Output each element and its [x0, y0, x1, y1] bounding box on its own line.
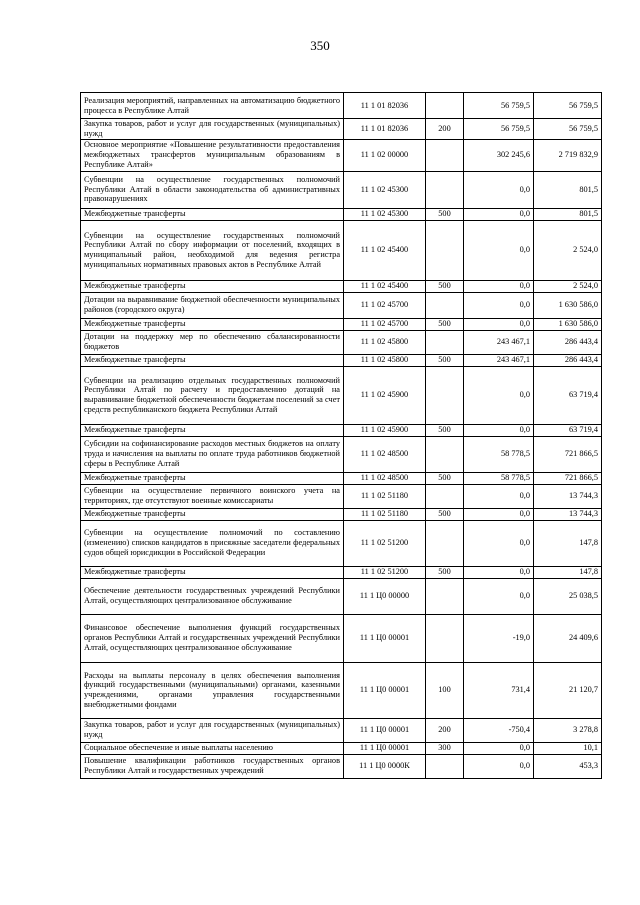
row-amount-b-cell: 1 630 586,0 — [534, 318, 602, 330]
row-amount-a-cell: 0,0 — [464, 220, 534, 280]
row-name-cell: Обеспечение деятельности государственных учреждений Республики Алтай, осуществляющих централизованное обслуживание — [81, 578, 344, 614]
row-amount-b-cell: 56 759,5 — [534, 93, 602, 119]
row-amount-b-cell: 801,5 — [534, 171, 602, 208]
row-code-cell: 11 1 Ц0 00001 — [344, 662, 426, 718]
row-amount-a-cell: 0,0 — [464, 566, 534, 578]
table-row — [81, 578, 602, 614]
row-amount-b-cell: 147,8 — [534, 520, 602, 566]
row-amount-a-cell: 0,0 — [464, 578, 534, 614]
row-amount-a-cell: 0,0 — [464, 280, 534, 292]
row-expense-type-cell — [426, 366, 464, 424]
row-expense-type-cell — [426, 292, 464, 318]
row-amount-b-cell: 3 278,8 — [534, 718, 602, 742]
row-amount-b-cell: 801,5 — [534, 208, 602, 220]
row-name-cell: Повышение квалификации работников государственных органов Республики Алтай и государственных учреждений — [81, 754, 344, 778]
row-amount-b-cell: 13 744,3 — [534, 484, 602, 508]
row-amount-b-cell: 63 719,4 — [534, 366, 602, 424]
row-amount-b-cell: 63 719,4 — [534, 424, 602, 436]
row-expense-type-cell: 500 — [426, 280, 464, 292]
row-expense-type-cell: 500 — [426, 208, 464, 220]
row-amount-a-cell: 243 467,1 — [464, 354, 534, 366]
table-row — [81, 508, 602, 520]
table-row — [81, 424, 602, 436]
row-amount-a-cell: 0,0 — [464, 292, 534, 318]
row-name-cell: Субсидии на софинансирование расходов местных бюджетов на оплату труда и начисления на выплаты по оплате труда работников бюджетной сферы в Республике Алтай — [81, 436, 344, 472]
budget-table — [80, 92, 602, 779]
table-row — [81, 742, 602, 754]
row-amount-b-cell: 21 120,7 — [534, 662, 602, 718]
row-expense-type-cell — [426, 754, 464, 778]
row-expense-type-cell — [426, 520, 464, 566]
row-amount-b-cell: 2 524,0 — [534, 280, 602, 292]
row-code-cell: 11 1 02 45900 — [344, 424, 426, 436]
row-name-cell: Межбюджетные трансферты — [81, 208, 344, 220]
table-row — [81, 566, 602, 578]
row-amount-a-cell: 243 467,1 — [464, 330, 534, 354]
row-amount-b-cell: 721 866,5 — [534, 436, 602, 472]
row-code-cell: 11 1 01 82036 — [344, 93, 426, 119]
page-number: 350 — [310, 38, 330, 53]
table-row — [81, 208, 602, 220]
row-amount-b-cell: 2 719 832,9 — [534, 139, 602, 171]
table-row — [81, 318, 602, 330]
row-name-cell: Субвенции на осуществление первичного воинского учета на территориях, где отсутствуют военные комиссариаты — [81, 484, 344, 508]
row-code-cell: 11 1 Ц0 00001 — [344, 742, 426, 754]
row-code-cell: 11 1 02 51200 — [344, 566, 426, 578]
table-row — [81, 280, 602, 292]
row-expense-type-cell: 300 — [426, 742, 464, 754]
table-row — [81, 119, 602, 140]
row-code-cell: 11 1 02 48500 — [344, 472, 426, 484]
table-row — [81, 292, 602, 318]
row-expense-type-cell — [426, 436, 464, 472]
row-amount-b-cell: 13 744,3 — [534, 508, 602, 520]
row-name-cell: Закупка товаров, работ и услуг для государственных (муниципальных) нужд — [81, 119, 344, 140]
row-expense-type-cell: 500 — [426, 424, 464, 436]
row-code-cell: 11 1 02 51200 — [344, 520, 426, 566]
row-code-cell: 11 1 Ц0 00001 — [344, 718, 426, 742]
table-row — [81, 614, 602, 662]
row-amount-b-cell: 2 524,0 — [534, 220, 602, 280]
row-name-cell: Закупка товаров, работ и услуг для государственных (муниципальных) нужд — [81, 718, 344, 742]
row-code-cell: 11 1 02 45300 — [344, 208, 426, 220]
row-name-cell: Межбюджетные трансферты — [81, 354, 344, 366]
row-amount-b-cell: 56 759,5 — [534, 119, 602, 140]
row-amount-b-cell: 147,8 — [534, 566, 602, 578]
row-name-cell: Основное мероприятие «Повышение результативности предоставления межбюджетных трансфертов муниципальным образованиям в Республике Алтай» — [81, 139, 344, 171]
row-amount-a-cell: 0,0 — [464, 208, 534, 220]
table-row — [81, 718, 602, 742]
row-amount-a-cell: 56 759,5 — [464, 119, 534, 140]
row-expense-type-cell — [426, 220, 464, 280]
row-amount-a-cell: -19,0 — [464, 614, 534, 662]
row-amount-b-cell: 286 443,4 — [534, 330, 602, 354]
row-expense-type-cell — [426, 171, 464, 208]
row-expense-type-cell: 100 — [426, 662, 464, 718]
row-amount-a-cell: 0,0 — [464, 484, 534, 508]
row-code-cell: 11 1 02 48500 — [344, 436, 426, 472]
table-row — [81, 520, 602, 566]
row-name-cell: Межбюджетные трансферты — [81, 508, 344, 520]
row-expense-type-cell: 500 — [426, 508, 464, 520]
row-amount-a-cell: 0,0 — [464, 171, 534, 208]
row-name-cell: Межбюджетные трансферты — [81, 472, 344, 484]
row-amount-a-cell: 0,0 — [464, 366, 534, 424]
row-name-cell: Субвенции на осуществление государственных полномочий Республики Алтай в области законодательства об административных правонарушениях — [81, 171, 344, 208]
row-code-cell: 11 1 Ц0 00001 — [344, 614, 426, 662]
row-code-cell: 11 1 02 45800 — [344, 354, 426, 366]
row-amount-a-cell: 0,0 — [464, 520, 534, 566]
row-code-cell: 11 1 Ц0 0000К — [344, 754, 426, 778]
row-amount-a-cell: 0,0 — [464, 742, 534, 754]
row-expense-type-cell: 500 — [426, 472, 464, 484]
table-row — [81, 93, 602, 119]
table-row — [81, 171, 602, 208]
row-amount-a-cell: 56 759,5 — [464, 93, 534, 119]
row-code-cell: 11 1 02 00000 — [344, 139, 426, 171]
row-code-cell: 11 1 Ц0 00000 — [344, 578, 426, 614]
row-amount-a-cell: 0,0 — [464, 508, 534, 520]
row-code-cell: 11 1 02 45800 — [344, 330, 426, 354]
table-row — [81, 472, 602, 484]
row-code-cell: 11 1 02 45900 — [344, 366, 426, 424]
row-amount-b-cell: 721 866,5 — [534, 472, 602, 484]
row-code-cell: 11 1 02 45400 — [344, 280, 426, 292]
row-name-cell: Субвенции на осуществление государственных полномочий Республики Алтай по сбору информации от поселений, входящих в муниципальный район, необходимой для ведения регистра муниципальных нормативных правовых актов в Республике Алтай — [81, 220, 344, 280]
row-expense-type-cell — [426, 578, 464, 614]
row-code-cell: 11 1 01 82036 — [344, 119, 426, 140]
row-amount-b-cell: 24 409,6 — [534, 614, 602, 662]
row-name-cell: Дотации на выравнивание бюджетной обеспеченности муниципальных районов (городского округа) — [81, 292, 344, 318]
row-amount-a-cell: 302 245,6 — [464, 139, 534, 171]
row-expense-type-cell — [426, 614, 464, 662]
row-expense-type-cell: 500 — [426, 318, 464, 330]
row-expense-type-cell: 200 — [426, 718, 464, 742]
row-expense-type-cell: 500 — [426, 566, 464, 578]
table-row — [81, 354, 602, 366]
row-amount-a-cell: 58 778,5 — [464, 472, 534, 484]
row-expense-type-cell — [426, 93, 464, 119]
row-amount-b-cell: 10,1 — [534, 742, 602, 754]
row-amount-a-cell: -750,4 — [464, 718, 534, 742]
table-row — [81, 436, 602, 472]
row-amount-b-cell: 25 038,5 — [534, 578, 602, 614]
table-row — [81, 330, 602, 354]
row-code-cell: 11 1 02 45700 — [344, 292, 426, 318]
row-expense-type-cell: 500 — [426, 354, 464, 366]
row-amount-a-cell: 0,0 — [464, 754, 534, 778]
row-name-cell: Межбюджетные трансферты — [81, 566, 344, 578]
row-name-cell: Субвенции на осуществление полномочий по составлению (изменению) списков кандидатов в присяжные заседатели федеральных судов общей юрисдикции в Российской Федерации — [81, 520, 344, 566]
row-name-cell: Социальное обеспечение и иные выплаты населению — [81, 742, 344, 754]
table-row — [81, 754, 602, 778]
row-amount-b-cell: 1 630 586,0 — [534, 292, 602, 318]
row-name-cell: Межбюджетные трансферты — [81, 280, 344, 292]
row-expense-type-cell — [426, 139, 464, 171]
row-name-cell: Расходы на выплаты персоналу в целях обеспечения выполнения функций государственными (муниципальными) органами, казенными учреждениями, органами управления государственными внебюджетными фондами — [81, 662, 344, 718]
row-expense-type-cell: 200 — [426, 119, 464, 140]
row-code-cell: 11 1 02 45400 — [344, 220, 426, 280]
row-code-cell: 11 1 02 51180 — [344, 508, 426, 520]
row-amount-a-cell: 58 778,5 — [464, 436, 534, 472]
row-code-cell: 11 1 02 51180 — [344, 484, 426, 508]
table-row — [81, 366, 602, 424]
row-name-cell: Межбюджетные трансферты — [81, 318, 344, 330]
row-code-cell: 11 1 02 45700 — [344, 318, 426, 330]
table-row — [81, 139, 602, 171]
table-row — [81, 484, 602, 508]
row-expense-type-cell — [426, 330, 464, 354]
row-name-cell: Реализация мероприятий, направленных на автоматизацию бюджетного процесса в Республике Алтай — [81, 93, 344, 119]
row-amount-a-cell: 0,0 — [464, 318, 534, 330]
row-expense-type-cell — [426, 484, 464, 508]
budget-table-body — [81, 93, 602, 779]
table-row — [81, 662, 602, 718]
row-name-cell: Дотации на поддержку мер по обеспечению сбалансированности бюджетов — [81, 330, 344, 354]
row-name-cell: Субвенции на реализацию отдельных государственных полномочий Республики Алтай по расчету и предоставлению дотаций на выравнивание бюджетной обеспеченности бюджетам поселений за счет средств республиканского бюджета Республики Алтай — [81, 366, 344, 424]
row-code-cell: 11 1 02 45300 — [344, 171, 426, 208]
row-amount-a-cell: 731,4 — [464, 662, 534, 718]
row-amount-b-cell: 286 443,4 — [534, 354, 602, 366]
row-name-cell: Финансовое обеспечение выполнения функций государственных органов Республики Алтай и государственных учреждений Республики Алтай, осуществляющих централизованное обслуживание — [81, 614, 344, 662]
row-name-cell: Межбюджетные трансферты — [81, 424, 344, 436]
row-amount-b-cell: 453,3 — [534, 754, 602, 778]
row-amount-a-cell: 0,0 — [464, 424, 534, 436]
table-row — [81, 220, 602, 280]
